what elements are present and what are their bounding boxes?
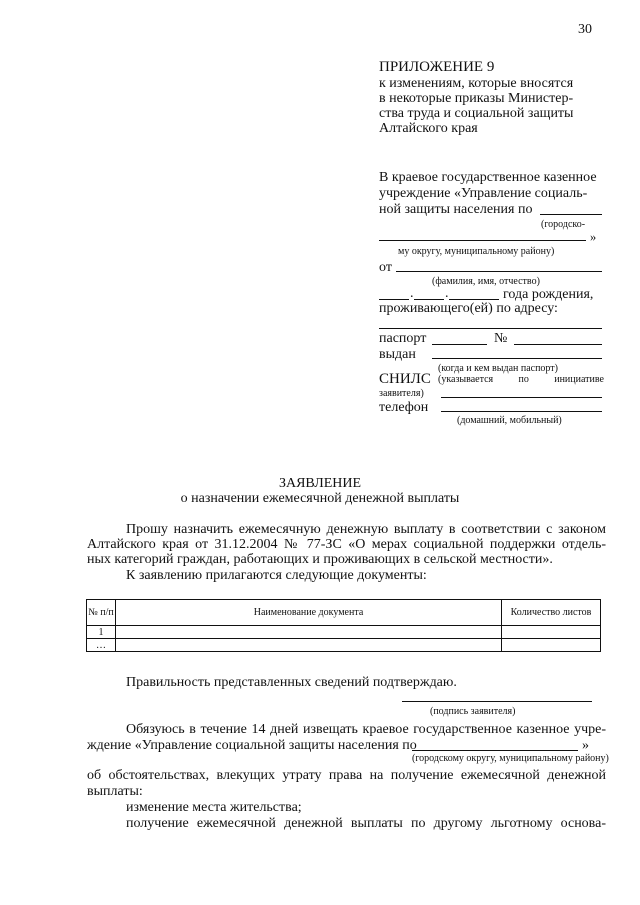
fio-hint: (фамилия, имя, отчество) [432,276,540,287]
statement-text-line [87,537,606,552]
city-hint-2: му округу, муниципальному району) [398,246,555,257]
from-label: от [379,260,392,275]
table-cell-name[interactable] [116,639,502,652]
obligation-item2: получение ежемесячной денежной выплаты по другому льготному основа- [126,816,606,831]
residing-label: проживающего(ей) по адресу: [379,301,558,316]
snils-hint [438,374,604,385]
obligation-line [126,722,606,737]
statement-title: ЗАЯВЛЕНИЕ [278,476,362,491]
appendix-block [379,60,609,136]
table-cell-count[interactable] [502,626,601,639]
table-header-name: Наименование документа [116,600,502,626]
table-cell-name[interactable] [116,626,502,639]
table-row [87,639,601,652]
birth-year-line[interactable] [449,299,499,300]
city-field-line-2[interactable] [379,240,586,241]
statement-p1-l1: Прошу назначить ежемесячную денежную выплату в соответствии с законом [126,522,606,537]
table-cell-num: … [87,639,116,652]
passport-label: паспорт [379,331,427,346]
phone-hint: (домашний, мобильный) [457,415,562,426]
birth-month-line[interactable] [414,299,444,300]
documents-table [86,599,601,652]
table-header-num: № п/п [87,600,116,626]
issued-hint: (когда и кем выдан паспорт) [438,363,559,374]
table-header-count: Количество листов [502,600,601,626]
statement-p2: К заявлению прилагаются следующие документы: [126,568,427,583]
birth-year-label: года рождения, [503,287,594,302]
obligation-line [87,768,606,783]
birth-day-line[interactable] [379,299,409,300]
fio-field-line[interactable] [396,271,602,272]
snils-hint-b: заявителя) [379,388,424,399]
appendix-line: Алтайского края [379,121,478,136]
birth-sep: . [410,286,414,301]
city-hint: (городско- [541,219,586,230]
issued-label: выдан [379,347,416,362]
phone-label: телефон [379,400,429,415]
address-field-line[interactable] [379,328,602,329]
obligation-l1: Обязуюсь в течение 14 дней извещать краевое государственное казенное учре- [126,722,606,737]
appendix-title: ПРИЛОЖЕНИЕ 9 [379,59,495,75]
obligation-l2: ждение «Управление социальной защиты населения по [87,738,417,753]
phone-field-line[interactable] [441,411,602,412]
snils-field-line[interactable] [441,397,602,398]
obligation-city-line[interactable] [412,750,578,751]
signature-line[interactable] [402,701,592,702]
obligation-quote: » [582,738,589,753]
obligation-line [126,816,606,831]
obligation-l4: выплаты: [87,784,143,799]
signature-hint: (подпись заявителя) [430,706,516,717]
snils-label: СНИЛС [379,371,431,387]
passport-number-line[interactable] [514,344,602,345]
quote-close: » [590,230,597,244]
statement-p1-l2: Алтайского края от 31.12.2004 № 77-ЗС «О мерах социальной поддержки отдель- [87,537,606,552]
appendix-line: к изменениям, которые вносятся [379,76,574,91]
snils-hint-a: (указывается по инициативе [438,374,604,385]
table-cell-count[interactable] [502,639,601,652]
number-sign: № [494,331,508,346]
table-header-row [87,600,601,626]
city-field-line[interactable] [540,214,602,215]
appendix-line: ства труда и социальной защиты [379,106,574,121]
addressee-line: ной защиты населения по [379,202,533,217]
issued-field-line[interactable] [432,358,602,359]
addressee-line: В краевое государственное казенное [379,170,597,185]
passport-series-line[interactable] [432,344,487,345]
statement-p1-l3: ных категорий граждан, работающих и проживающих в сельской местности». [87,552,553,567]
addressee-line: учреждение «Управление социаль- [379,186,588,201]
obligation-l3: об обстоятельствах, влекущих утрату права на получение ежемесячной денежной [87,768,606,783]
appendix-line: в некоторые приказы Министер- [379,91,574,106]
confirm-text: Правильность представленных сведений подтверждаю. [126,675,457,690]
birth-sep: . [445,286,449,301]
table-cell-num: 1 [87,626,116,639]
obligation-hint: (городскому округу, муниципальному району) [412,753,609,764]
obligation-item: изменение места жительства; [126,800,302,815]
page-number: 30 [578,22,592,37]
statement-text-line [126,522,606,537]
statement-subtitle: о назначении ежемесячной денежной выплаты [180,491,460,506]
table-row [87,626,601,639]
